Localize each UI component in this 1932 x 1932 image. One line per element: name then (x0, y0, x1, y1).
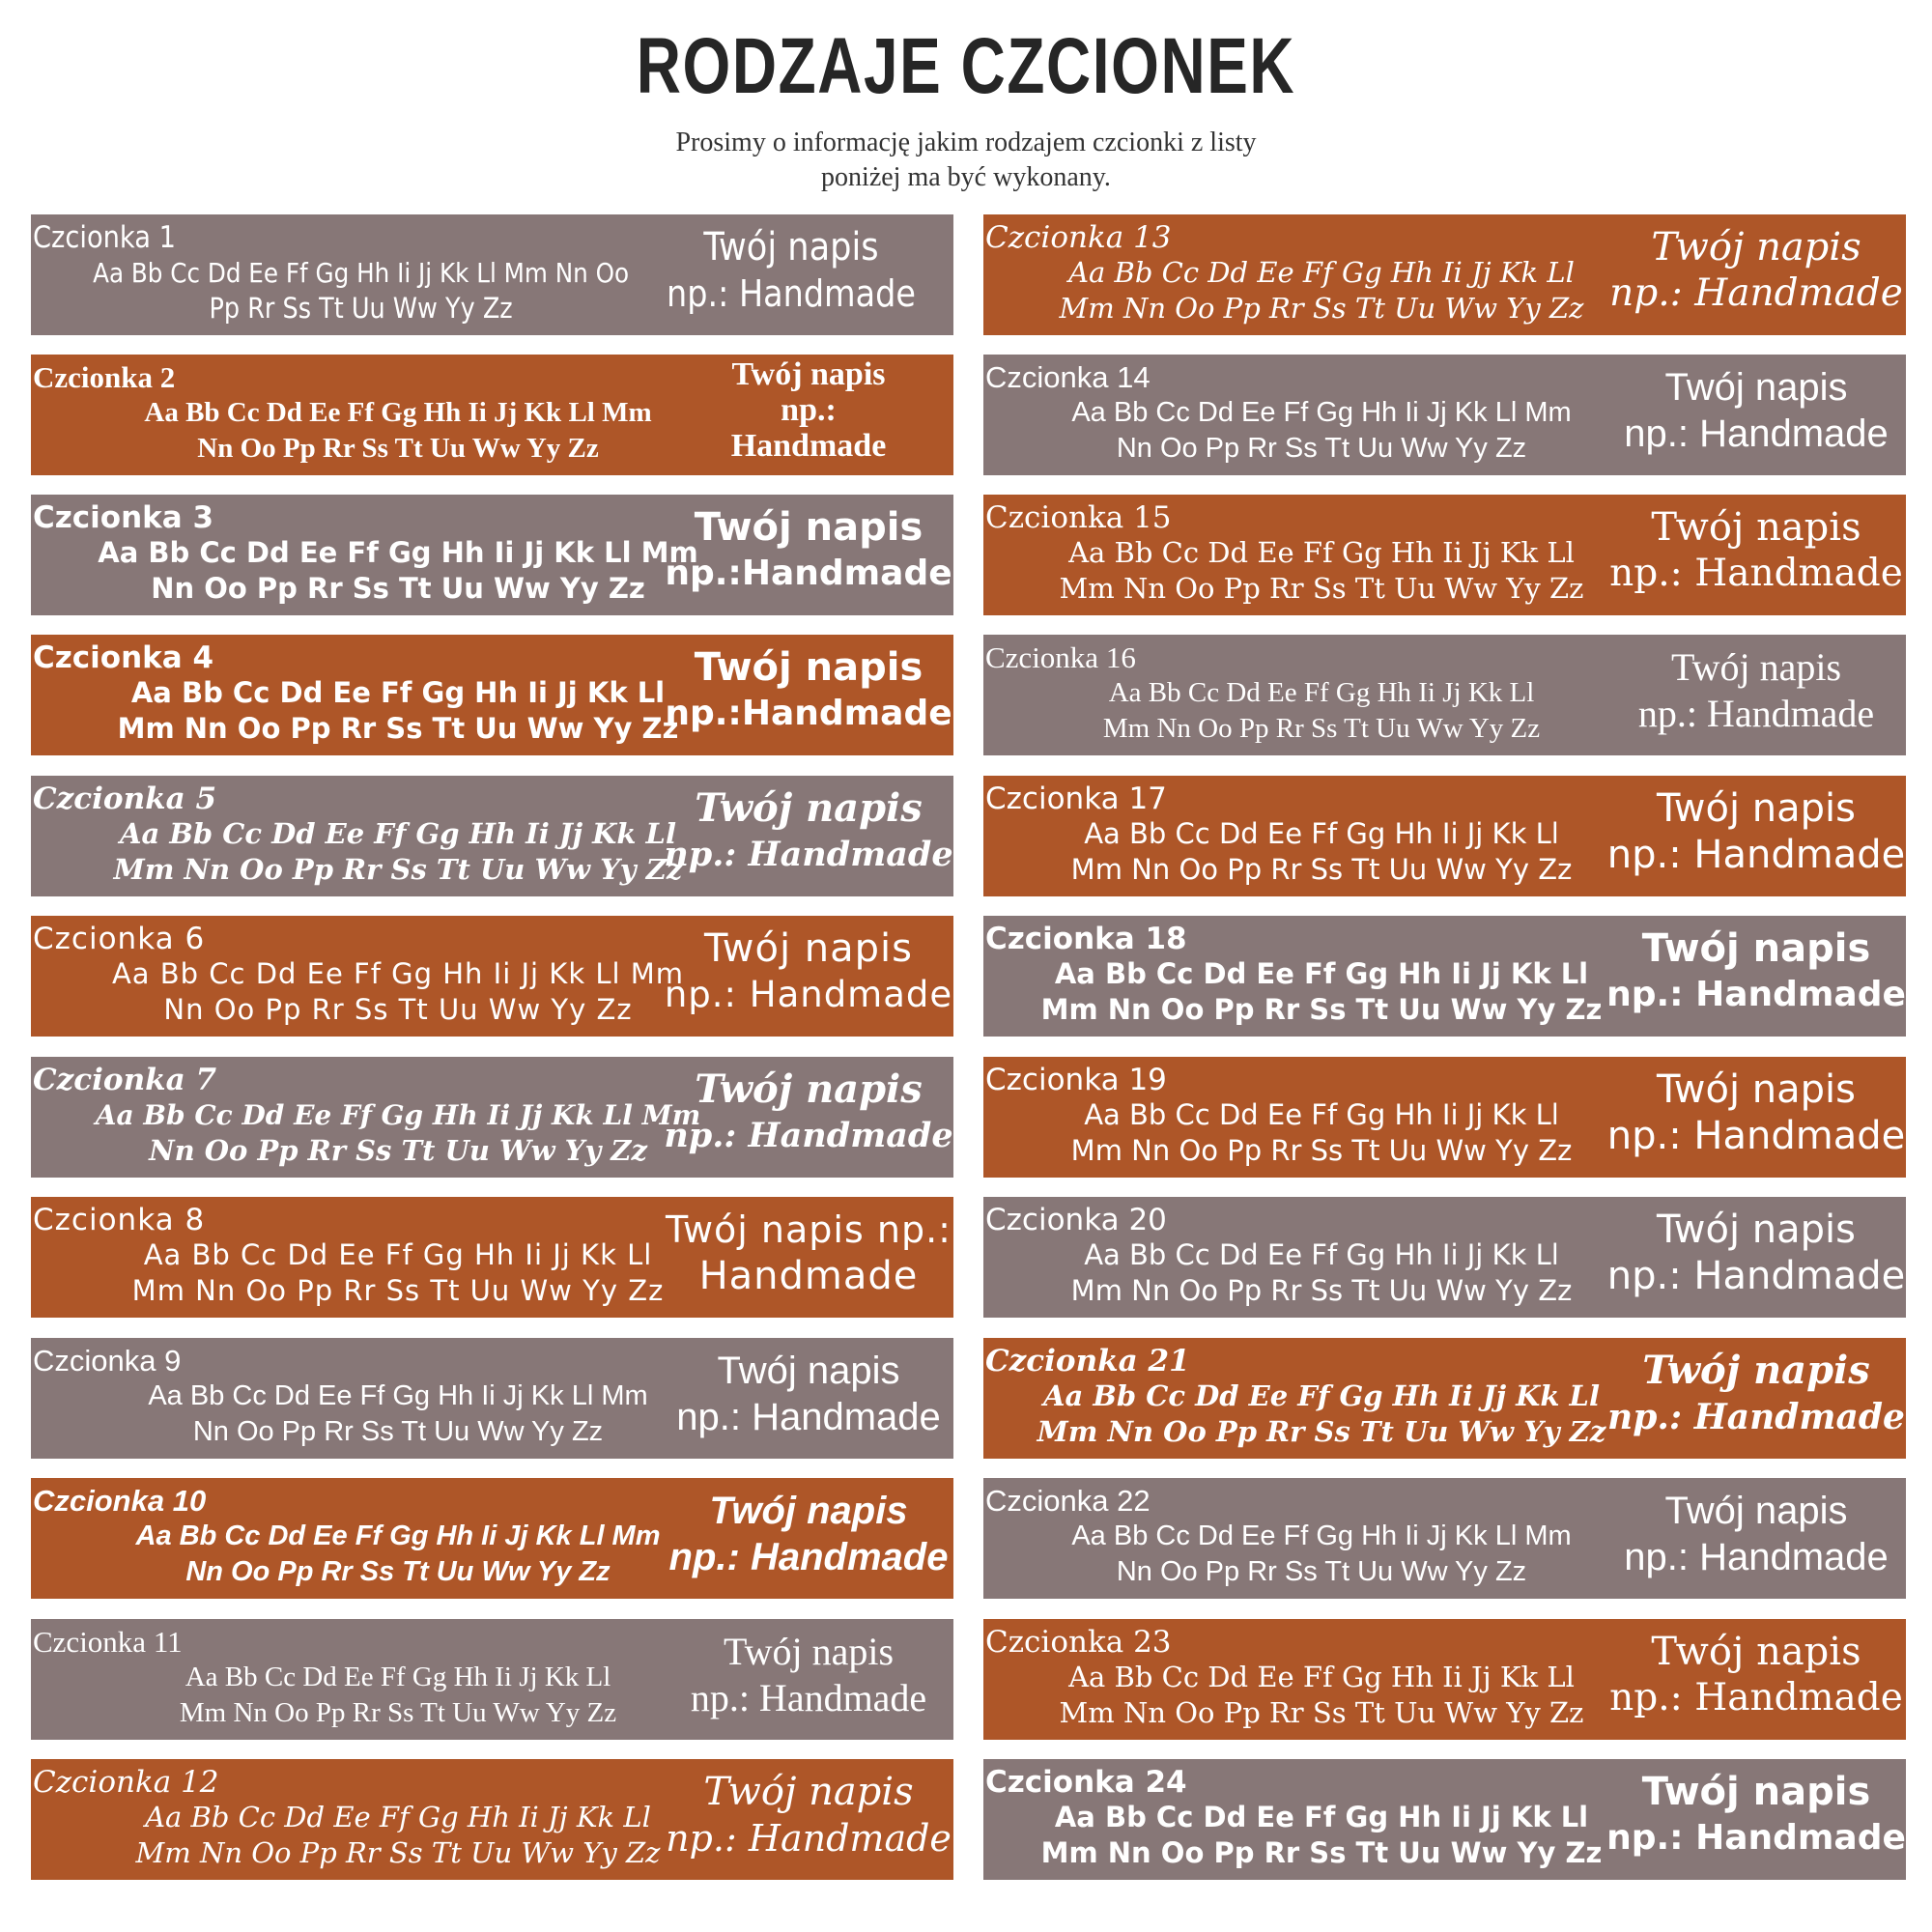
font-sample-text (1606, 1488, 1906, 1580)
font-card-7[interactable] (31, 1057, 953, 1178)
font-name: Czcionka 11 (33, 1625, 183, 1659)
sample-line: Twój napis (709, 1490, 908, 1532)
alphabet-line: Mm Nn Oo Pp Rr Ss Tt Uu Ww Yy Zz (1037, 1415, 1606, 1448)
font-card-23[interactable] (983, 1619, 1906, 1740)
alphabet-line: Nn Oo Pp Rr Ss Tt Uu Ww Yy Zz (197, 433, 599, 464)
alphabet-line: Nn Oo Pp Rr Ss Tt Uu Ww Yy Zz (151, 572, 645, 605)
font-card-12[interactable] (31, 1759, 953, 1880)
alphabet-line: Aa Bb Cc Dd Ee Ff Gg Hh Ii Jj Kk Ll Mm (135, 1520, 661, 1551)
font-card-22[interactable] (983, 1478, 1906, 1599)
font-sample-text (664, 356, 953, 464)
alphabet-line: Aa Bb Cc Dd Ee Ff Gg Hh Ii Jj Kk Ll (130, 676, 666, 709)
alphabet-line: Mm Nn Oo Pp Rr Ss Tt Uu Ww Yy Zz (131, 1274, 665, 1307)
alphabet-line: Nn Oo Pp Rr Ss Tt Uu Ww Yy Zz (1116, 1556, 1527, 1587)
font-card-17[interactable] (983, 776, 1906, 896)
font-name: Czcionka 18 (985, 922, 1187, 956)
sample-line: Twój napis (723, 1630, 895, 1673)
alphabet-line: Mm Nn Oo Pp Rr Ss Tt Uu Ww Yy Zz (135, 1836, 661, 1869)
sample-line: Twój napis (1651, 1630, 1861, 1674)
font-card-6[interactable] (31, 916, 953, 1037)
font-alphabet (1022, 1660, 1621, 1731)
font-card-9[interactable] (31, 1338, 953, 1459)
font-alphabet (1022, 255, 1621, 327)
sample-line: np.: Handmade (1606, 1114, 1906, 1158)
alphabet-line: Mm Nn Oo Pp Rr Ss Tt Uu Ww Yy Zz (1059, 572, 1584, 605)
font-name: Czcionka 5 (33, 781, 217, 816)
alphabet-line: Mm Nn Oo Pp Rr Ss Tt Uu Ww Yy Zz (1102, 713, 1541, 744)
font-name: Czcionka 23 (985, 1625, 1172, 1660)
alphabet-line: Aa Bb Cc Dd Ee Ff Gg Hh Ii Jj Kk Ll Mm Nn Oo (93, 257, 630, 289)
font-sample-text (664, 1066, 953, 1159)
alphabet-line: Aa Bb Cc Dd Ee Ff Gg Hh Ii Jj Kk Ll (1108, 677, 1535, 708)
sample-line: np.: Handmade (1624, 1536, 1889, 1578)
font-card-2[interactable] (31, 355, 953, 475)
font-card-3[interactable] (31, 495, 953, 615)
font-card-8[interactable] (31, 1197, 953, 1318)
font-name: Czcionka 16 (985, 640, 1136, 674)
font-name: Czcionka 13 (985, 220, 1172, 255)
sample-line: Twój napis (1642, 1348, 1870, 1393)
font-name: Czcionka 10 (33, 1484, 207, 1518)
font-name: Czcionka 7 (33, 1063, 217, 1097)
sample-line: Handmade (698, 1254, 919, 1298)
alphabet-line: Mm Nn Oo Pp Rr Ss Tt Uu Ww Yy Zz (1070, 853, 1573, 886)
font-sample-text (1606, 1066, 1906, 1159)
sample-line: Twój napis (695, 785, 923, 831)
sample-line: Twój napis (1664, 366, 1848, 409)
alphabet-line: Aa Bb Cc Dd Ee Ff Gg Hh Ii Jj Kk Ll (185, 1662, 611, 1692)
font-sample-text (1606, 925, 1906, 1018)
sample-line: np.: Handmade (666, 1817, 952, 1860)
font-alphabet (89, 675, 707, 747)
font-sample-text (1606, 644, 1906, 737)
sample-line: np.:Handmade (665, 554, 952, 593)
sample-line: Twój napis (695, 1066, 923, 1112)
font-sample-text (1606, 1348, 1906, 1440)
font-card-21[interactable] (983, 1338, 1906, 1459)
alphabet-line: Aa Bb Cc Dd Ee Ff Gg Hh Ii Jj Kk Ll (1084, 1098, 1559, 1131)
alphabet-line: Aa Bb Cc Dd Ee Ff Gg Hh Ii Jj Kk Ll (1068, 536, 1575, 569)
sample-line: np.: Handmade (1624, 412, 1889, 455)
font-alphabet (89, 1097, 707, 1169)
font-sample-text (1606, 1207, 1906, 1299)
font-card-15[interactable] (983, 495, 1906, 615)
font-name: Czcionka 2 (33, 360, 176, 394)
sample-line: np.: Handmade (664, 974, 953, 1015)
sample-line: Twój napis (1656, 1067, 1857, 1112)
font-sample-text (664, 1207, 953, 1299)
sample-line: Twój napis (1656, 1208, 1857, 1252)
sample-line: Twój napis (717, 1350, 900, 1392)
font-sample-text (664, 1769, 953, 1861)
font-sample-text (664, 1488, 953, 1580)
alphabet-line: Mm Nn Oo Pp Rr Ss Tt Uu Ww Yy Zz (113, 853, 683, 886)
sample-line: np.: Handmade (690, 1676, 927, 1719)
alphabet-line: Aa Bb Cc Dd Ee Ff Gg Hh Ii Jj Kk Ll Mm (95, 1099, 701, 1131)
font-alphabet (1022, 816, 1621, 888)
subtitle-line: Prosimy o informację jakim rodzajem czcionki z listy (675, 128, 1257, 157)
font-sample-text (1606, 364, 1906, 457)
font-name: Czcionka 3 (33, 500, 214, 535)
sample-line: Twój napis (1641, 926, 1871, 971)
font-name: Czcionka 17 (985, 781, 1167, 816)
sample-line: Twój napis (694, 645, 923, 690)
alphabet-line: Nn Oo Pp Rr Ss Tt Uu Ww Yy Zz (149, 1134, 647, 1167)
sample-line: Twój napis (703, 225, 879, 270)
alphabet-line: Aa Bb Cc Dd Ee Ff Gg Hh Ii Jj Kk Ll (145, 1801, 651, 1833)
font-alphabet (1022, 395, 1621, 467)
font-alphabet (1022, 675, 1621, 747)
alphabet-line: Aa Bb Cc Dd Ee Ff Gg Hh Ii Jj Kk Ll (1068, 256, 1575, 289)
sample-line: np.: Handmade (1606, 1254, 1906, 1298)
font-card-20[interactable] (983, 1197, 1906, 1318)
alphabet-line: Mm Nn Oo Pp Rr Ss Tt Uu Ww Yy Zz (179, 1697, 617, 1728)
font-sample-text (664, 224, 919, 317)
font-card-11[interactable] (31, 1619, 953, 1740)
font-card-18[interactable] (983, 916, 1906, 1037)
font-name: Czcionka 20 (985, 1203, 1167, 1237)
alphabet-line: Mm Nn Oo Pp Rr Ss Tt Uu Ww Yy Zz (117, 712, 679, 745)
font-alphabet (89, 1519, 707, 1590)
alphabet-line: Aa Bb Cc Dd Ee Ff Gg Hh Ii Jj Kk Ll (1054, 957, 1589, 990)
sample-line: Twój napis np.: (666, 1208, 952, 1251)
alphabet-line: Aa Bb Cc Dd Ee Ff Gg Hh Ii Jj Kk Ll Mm (144, 397, 652, 428)
alphabet-line: Mm Nn Oo Pp Rr Ss Tt Uu Ww Yy Zz (1070, 1134, 1573, 1167)
sample-line: np.: Handmade (1607, 1397, 1905, 1437)
font-alphabet (1022, 535, 1621, 607)
sample-line: np.: Handmade (664, 835, 953, 874)
font-alphabet (89, 816, 707, 888)
font-sample-text (664, 925, 953, 1018)
font-name: Czcionka 12 (33, 1765, 219, 1800)
alphabet-line: Mm Nn Oo Pp Rr Ss Tt Uu Ww Yy Zz (1070, 1274, 1573, 1307)
font-alphabet (89, 255, 633, 327)
font-sample-text (1606, 224, 1906, 317)
font-card-24[interactable] (983, 1759, 1906, 1880)
alphabet-line: Mm Nn Oo Pp Rr Ss Tt Uu Ww Yy Zz (1040, 1836, 1603, 1869)
alphabet-line: Aa Bb Cc Dd Ee Ff Gg Hh Ii Jj Kk Ll (1043, 1379, 1600, 1412)
font-name: Czcionka 4 (33, 640, 214, 675)
alphabet-line: Mm Nn Oo Pp Rr Ss Tt Uu Ww Yy Zz (1040, 993, 1603, 1026)
font-card-10[interactable] (31, 1478, 953, 1599)
sample-line: np.: Handmade (1606, 1818, 1906, 1858)
font-name: Czcionka 21 (985, 1344, 1190, 1378)
font-alphabet (1022, 1378, 1621, 1450)
sample-line: Twój napis (1670, 645, 1842, 689)
sample-line: Twój napis (1664, 1490, 1848, 1532)
sample-line: Twój napis (703, 926, 914, 971)
font-card-13[interactable] (983, 214, 1906, 335)
font-alphabet (1022, 956, 1621, 1028)
alphabet-line: Aa Bb Cc Dd Ee Ff Gg Hh Ii Jj Kk Ll (1068, 1661, 1575, 1693)
font-alphabet (89, 1237, 707, 1309)
sample-line: np.: Handmade (668, 1536, 949, 1578)
sample-line: Twój napis (731, 356, 886, 392)
alphabet-line: Nn Oo Pp Rr Ss Tt Uu Ww Yy Zz (185, 1556, 611, 1587)
alphabet-line: Aa Bb Cc Dd Ee Ff Gg Hh Ii Jj Kk Ll (120, 817, 676, 850)
sample-line: np.:Handmade (665, 694, 952, 733)
sample-line: np.: Handmade (1609, 552, 1903, 595)
font-sample-text (1606, 785, 1906, 878)
font-sample-text (664, 785, 953, 878)
alphabet-line: Aa Bb Cc Dd Ee Ff Gg Hh Ii Jj Kk Ll Mm (1071, 1520, 1572, 1551)
alphabet-line: Nn Oo Pp Rr Ss Tt Uu Ww Yy Zz (163, 993, 633, 1026)
font-card-16[interactable] (983, 635, 1906, 755)
subtitle-line: poniżej ma być wykonany. (821, 162, 1111, 192)
font-name: Czcionka 8 (33, 1203, 206, 1237)
font-name: Czcionka 24 (985, 1765, 1187, 1800)
font-alphabet (89, 535, 707, 607)
font-alphabet (89, 1800, 707, 1871)
font-sample-text (664, 1348, 953, 1440)
alphabet-line: Mm Nn Oo Pp Rr Ss Tt Uu Ww Yy Zz (1059, 1696, 1584, 1729)
alphabet-line: Aa Bb Cc Dd Ee Ff Gg Hh Ii Jj Kk Ll Mm (111, 957, 685, 990)
sample-line: Twój napis (1641, 1770, 1871, 1814)
alphabet-line: Aa Bb Cc Dd Ee Ff Gg Hh Ii Jj Kk Ll (143, 1238, 653, 1271)
alphabet-line: Nn Oo Pp Rr Ss Tt Uu Ww Yy Zz (1116, 433, 1527, 464)
font-name: Czcionka 15 (985, 500, 1172, 535)
sample-line: np.: Handmade (676, 1396, 941, 1438)
font-sample-text (1606, 504, 1906, 597)
sample-line: np.: Handmade (1637, 692, 1875, 735)
alphabet-line: Aa Bb Cc Dd Ee Ff Gg Hh Ii Jj Kk Ll Mm (1071, 397, 1572, 428)
alphabet-line: Aa Bb Cc Dd Ee Ff Gg Hh Ii Jj Kk Ll (1084, 1238, 1559, 1271)
sample-line: np.: Handmade (1609, 271, 1903, 315)
font-card-5[interactable] (31, 776, 953, 896)
font-alphabet (89, 956, 707, 1028)
font-name: Czcionka 14 (985, 360, 1151, 394)
sample-line: Twój napis (703, 1770, 914, 1814)
alphabet-line: Pp Rr Ss Tt Uu Ww Yy Zz (209, 292, 513, 325)
alphabet-line: Aa Bb Cc Dd Ee Ff Gg Hh Ii Jj Kk Ll Mm (98, 536, 698, 569)
font-name: Czcionka 22 (985, 1484, 1151, 1518)
font-name: Czcionka 9 (33, 1344, 182, 1378)
font-alphabet (1022, 1519, 1621, 1590)
font-alphabet (1022, 1237, 1621, 1309)
font-name: Czcionka 1 (33, 220, 176, 255)
font-alphabet (89, 1660, 707, 1731)
sample-line: Twój napis (694, 505, 923, 550)
font-card-4[interactable] (31, 635, 953, 755)
font-sample-text (1606, 1629, 1906, 1721)
sample-line: np.: Handmade (667, 272, 916, 315)
font-card-1[interactable] (31, 214, 953, 335)
font-sample-text (664, 1629, 953, 1721)
sample-line: Twój napis (1651, 225, 1861, 270)
font-sample-text (664, 644, 953, 737)
font-alphabet (1022, 1800, 1621, 1871)
alphabet-line: Aa Bb Cc Dd Ee Ff Gg Hh Ii Jj Kk Ll (1054, 1801, 1589, 1833)
sample-line: Handmade (730, 428, 887, 464)
font-alphabet (1022, 1097, 1621, 1169)
font-card-19[interactable] (983, 1057, 1906, 1178)
font-card-14[interactable] (983, 355, 1906, 475)
alphabet-line: Aa Bb Cc Dd Ee Ff Gg Hh Ii Jj Kk Ll Mm (148, 1380, 648, 1411)
font-name: Czcionka 6 (33, 922, 206, 956)
sample-line: Twój napis (1651, 505, 1861, 550)
sample-line: np.: Handmade (1609, 1676, 1903, 1719)
font-alphabet (89, 395, 707, 467)
page-title: RODZAJE CZCIONEK (636, 22, 1296, 110)
sample-line: np.: Handmade (1606, 975, 1906, 1014)
font-alphabet (89, 1378, 707, 1450)
sample-line: np.: Handmade (664, 1116, 953, 1155)
alphabet-line: Nn Oo Pp Rr Ss Tt Uu Ww Yy Zz (192, 1416, 604, 1447)
sample-line: np.: (781, 392, 837, 428)
alphabet-line: Aa Bb Cc Dd Ee Ff Gg Hh Ii Jj Kk Ll (1084, 817, 1559, 850)
alphabet-line: Mm Nn Oo Pp Rr Ss Tt Uu Ww Yy Zz (1059, 292, 1584, 325)
font-name: Czcionka 19 (985, 1063, 1167, 1097)
sample-line: np.: Handmade (1606, 833, 1906, 877)
font-sample-text (664, 504, 953, 597)
sample-line: Twój napis (1656, 786, 1857, 831)
font-sample-text (1606, 1769, 1906, 1861)
